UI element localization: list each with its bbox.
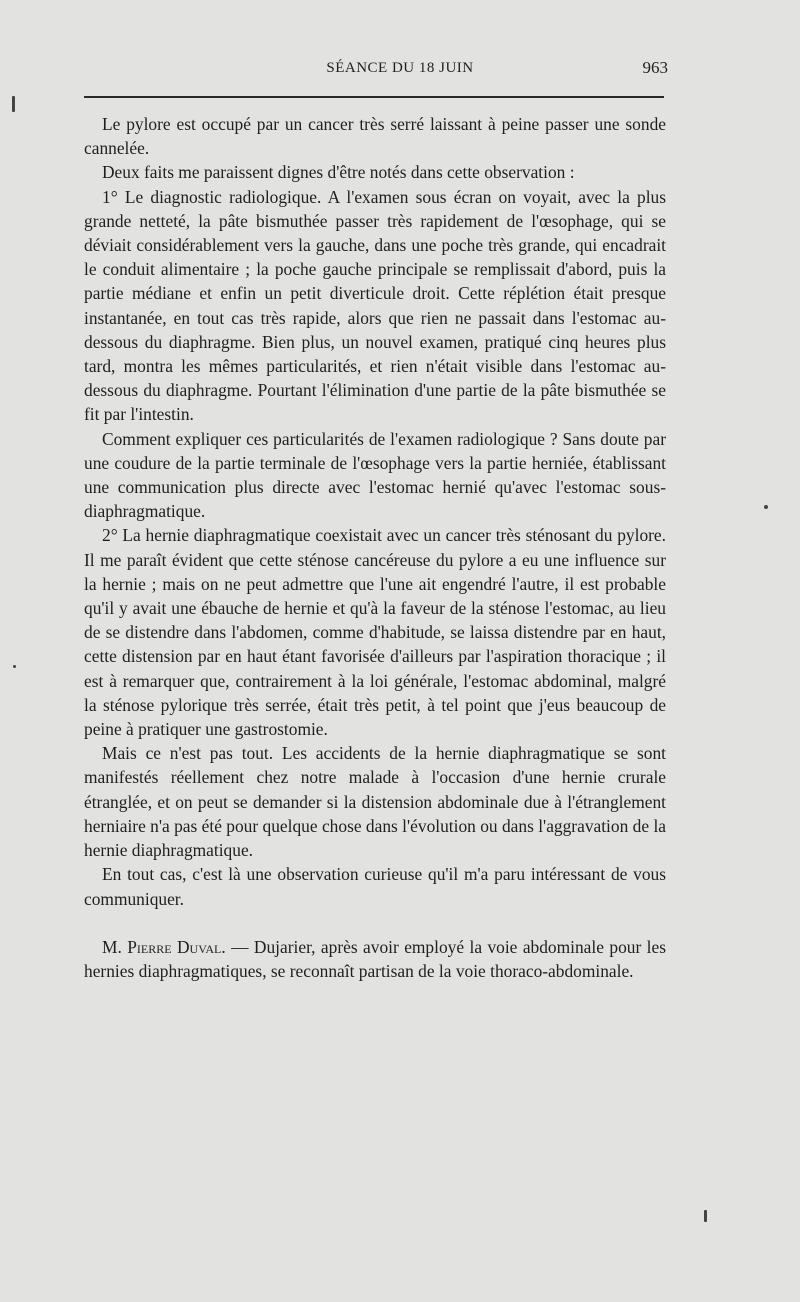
paragraph-diagnostic-radiologique: 1° Le diagnostic radiologique. A l'examen sous écran on voyait, avec la plus grande netteté, la pâte bismuthée passer très rapidement de l'œsophage, qui se déviait considérablement vers la gauche, dans une poche très grande, qui encadrait le conduit alimentaire ; la poche gauche principale se remplissait d'abord, puis la partie médiane et enfin un petit diverticule droit. Cette réplétion était presque instantanée, en tout cas très rapide, alors que rien ne passait dans l'estomac au-dessous du diaphragme. Bien plus, un nouvel examen, pratiqué cinq heures plus tard, montra les mêmes particularités, et rien n'était visible dans l'estomac au-dessous du diaphragme. Pourtant l'élimination d'une partie de la pâte bismuthée se fit par l'intestin. [84, 186, 666, 425]
paragraph-pylore: Le pylore est occupé par un cancer très serré laissant à peine passer une sonde cannelée. [84, 114, 666, 159]
paragraph-hernie-diaphragmatique: 2° La hernie diaphragmatique coexistait avec un cancer très sténosant du pylore. Il me paraît évident que cette sténose cancéreuse du pylore a eu une influence sur la hernie ; mais on ne peut admettre que l'une ait engendré l'autre, il est probable qu'il y avait une ébauche de hernie et qu'à la faveur de la sténose l'estomac, au lieu de se distendre dans l'abdomen, comme d'habitude, se laissa distendre par en haut, cette distension par en haut étant favorisée d'ailleurs par l'aspiration thoracique ; il est à remarquer que, contrairement à la loi générale, l'estomac abdominal, malgré la sténose pylorique très serrée, était très petit, à tel point que j'eus beaucoup de peine à pratiquer une gastrostomie. [84, 525, 666, 740]
running-header: SÉANCE DU 18 JUIN [326, 60, 474, 76]
scan-speck [764, 505, 768, 509]
scan-speck [704, 1210, 707, 1222]
speaker-prefix: M. [102, 936, 128, 957]
body-text [84, 112, 666, 983]
paragraph-comment-expliquer: Comment expliquer ces particularités de l'examen radiologique ? Sans doute par une coudure de la partie terminale de l'œsophage vers la partie herniée, établissant une communication plus directe avec l'estomac hernié qu'avec l'estomac sous-diaphragmatique. [84, 428, 666, 522]
paragraph-mais-ce-nest-pas-tout: Mais ce n'est pas tout. Les accidents de la hernie diaphragmatique se sont manifestés réellement chez notre malade à l'occasion d'une hernie crurale étranglée, et on peut se demander si la distension abdominale due à l'étranglement herniaire n'a pas été pour quelque chose dans l'évolution ou dans l'aggravation de la hernie diaphragmatique. [84, 743, 666, 861]
paragraph-en-tout-cas: En tout cas, c'est là une observation curieuse qu'il m'a paru intéressant de vous communiquer. [84, 864, 666, 909]
speaker-text: . — Dujarier, après avoir employé la voie abdominale pour les hernies diaphragmatiques, se reconnaît partisan de la voie thoraco-abdominale. [84, 936, 666, 981]
paragraph-deux-faits: Deux faits me paraissent dignes d'être notés dans cette observation : [102, 162, 575, 183]
paragraph-pierre-duval [84, 935, 666, 983]
scan-speck [12, 96, 15, 112]
speaker-name: Pierre Duval [127, 936, 222, 957]
header-rule [84, 96, 664, 98]
page-number: 963 [642, 58, 668, 77]
scan-speck [13, 665, 16, 668]
